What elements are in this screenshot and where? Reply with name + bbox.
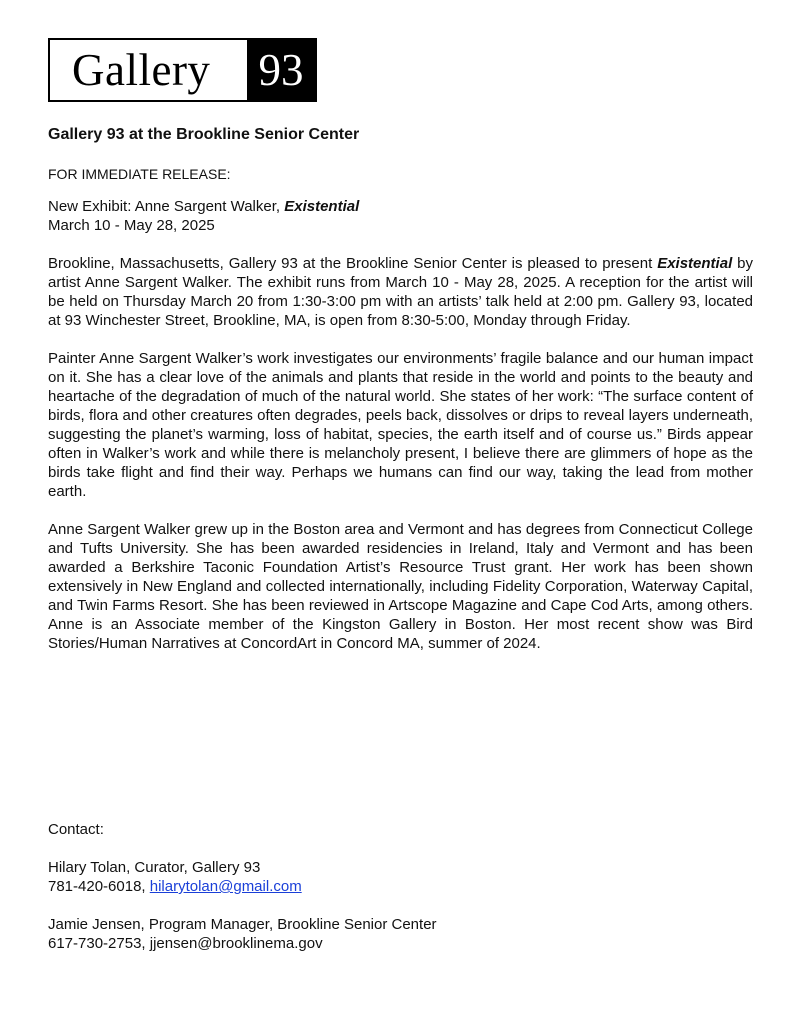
paragraph-artist-bio: Anne Sargent Walker grew up in the Boston area and Vermont and has degrees from Connecticut College and Tufts University. She has been awarded residencies in Ireland, Italy and Vermont and has been awarded a Berkshire Taconic Foundation Artist’s Resource Trust grant. Her work has been shown extensively in New England and collected internationally, including Fidelity Corporation, Waterway Capital, and Twin Farms Resort. She has been reviewed in Artscope Magazine and Cape Cod Arts, among others. Anne is an Associate member of the Kingston Gallery in Boston. Her most recent show was Bird Stories/Human Narratives at ConcordArt in Concord MA, summer of 2024. bbox=[48, 521, 753, 652]
contact-2-name: Jamie Jensen, Program Manager, Brookline Senior Center bbox=[48, 916, 437, 933]
logo-number: 93 bbox=[247, 40, 315, 100]
contact-1-phone: 781-420-6018, bbox=[48, 878, 150, 895]
contact-1-email-link[interactable]: hilarytolan@gmail.com bbox=[149, 878, 302, 895]
exhibit-dates: March 10 - May 28, 2025 bbox=[48, 217, 215, 234]
page-title: Gallery 93 at the Brookline Senior Center bbox=[48, 126, 360, 143]
contact-1-details bbox=[48, 877, 753, 896]
intro-exhibit-name: Existential bbox=[657, 255, 733, 272]
exhibit-prefix: New Exhibit: Anne Sargent Walker, bbox=[48, 198, 285, 215]
release-body bbox=[48, 125, 753, 672]
exhibit-line bbox=[48, 197, 753, 216]
intro-lead: Brookline, Massachusetts, Gallery 93 at the Brookline Senior Center is pleased to present bbox=[48, 255, 658, 272]
intro-rest: by artist Anne Sargent Walker. The exhibit runs from March 10 - May 28, 2025. A reception for the artist will be held on Thursday March 20 from 1:30-3:00 pm with an artists’ talk held at 2:00 pm. Gallery 93, located at 93 Winchester Street, Brookline, MA, is open from 8:30-5:00, Monday through Friday. bbox=[48, 255, 753, 329]
release-kicker: FOR IMMEDIATE RELEASE: bbox=[48, 166, 231, 182]
exhibit-heading bbox=[48, 197, 753, 235]
contact-1-name: Hilary Tolan, Curator, Gallery 93 bbox=[48, 859, 261, 876]
paragraph-artist-work: Painter Anne Sargent Walker’s work investigates our environments’ fragile balance and our human impact on it. She has a clear love of the animals and plants that reside in the world and points to the beauty and heartache of the degradation of much of the natural world. She states of her work: “The surface content of birds, flora and other creatures often degrades, peels back, dissolves or drips to reveal layers underneath, suggesting the planet’s warming, loss of habitat, species, the earth itself and of course us.” Birds appear often in Walker’s work and while there is melancholy present, I believe there are glimmers of hope as the birds take flight and find their way. Perhaps we humans can find our way, taking the lead from mother earth. bbox=[48, 350, 753, 500]
contact-section bbox=[48, 820, 753, 953]
contact-2-details: 617-730-2753, jjensen@brooklinema.gov bbox=[48, 935, 323, 952]
logo-word: Gallery bbox=[72, 44, 211, 95]
exhibit-name: Existential bbox=[284, 198, 360, 215]
paragraph-intro bbox=[48, 254, 753, 330]
gallery-logo bbox=[48, 38, 317, 102]
contact-heading: Contact: bbox=[48, 821, 104, 838]
